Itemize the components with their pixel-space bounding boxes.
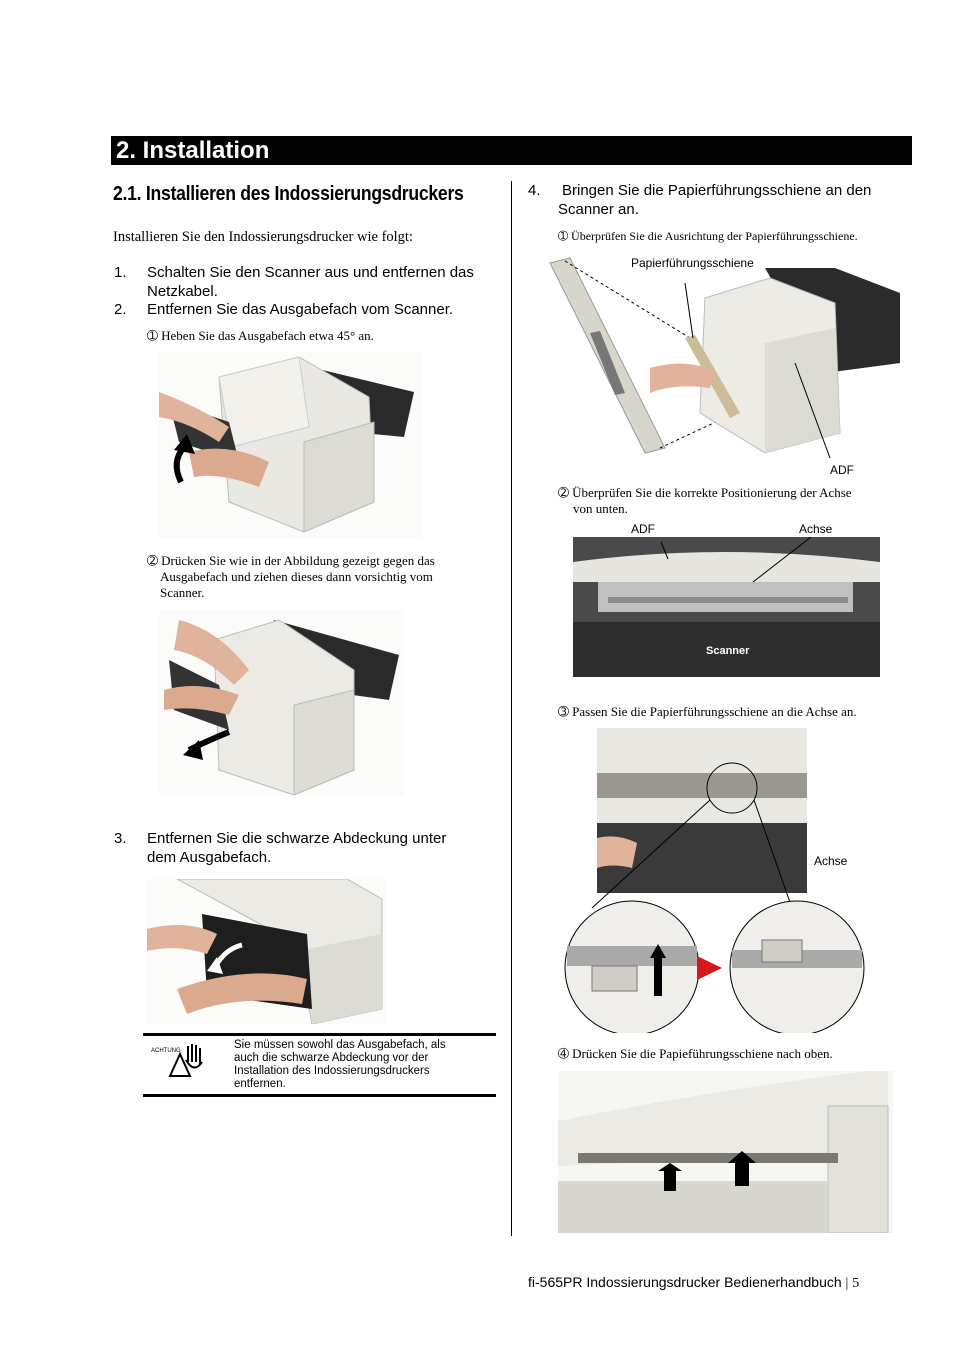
label-papierfuehrungsschiene: Papierführungsschiene <box>631 256 754 270</box>
note-line-2: auch die schwarze Abdeckung vor der <box>234 1052 429 1064</box>
label-adf-2: ADF <box>631 522 655 536</box>
step-1-number: 1. <box>114 264 127 281</box>
column-divider <box>511 181 512 1236</box>
caution-icon <box>150 1040 208 1078</box>
intro-text: Installieren Sie den Indossierungsdrucker wie folgt: <box>113 229 413 245</box>
step-3-text-line2: dem Ausgabefach. <box>147 849 272 866</box>
note-line-4: entfernen. <box>234 1078 286 1090</box>
page-number: 5 <box>852 1276 860 1291</box>
substep-4-4: ➃ Drücken Sie die Papieführungsschiene nach oben. <box>558 1046 833 1061</box>
note-line-3: Installation des Indossierungsdruckers <box>234 1065 430 1077</box>
note-line-1: Sie müssen sowohl das Ausgabefach, als <box>234 1039 446 1051</box>
note-text <box>234 1039 494 1091</box>
photo-fit-guide <box>562 728 867 1033</box>
step-2-number: 2. <box>114 301 127 318</box>
step-1-text-line2: Netzkabel. <box>147 283 218 300</box>
step-1-text-line1: Schalten Sie den Scanner aus und entfernen das <box>147 264 474 281</box>
note-rule-bottom <box>143 1094 496 1097</box>
photo-guide-orientation <box>545 253 900 458</box>
photo-push-guide-up <box>558 1071 893 1233</box>
photo-remove-cover <box>147 879 387 1024</box>
step-3-text-line1: Entfernen Sie die schwarze Abdeckung unter <box>147 830 447 847</box>
photo-remove-tray <box>159 610 404 795</box>
step-3-number: 3. <box>114 830 127 847</box>
substep-2-1: ➀ Heben Sie das Ausgabefach etwa 45° an. <box>147 328 374 343</box>
svg-text:ACHTUNG: ACHTUNG <box>151 1048 181 1054</box>
substep-2-2-line3: Scanner. <box>160 585 205 600</box>
photo-lift-tray <box>159 352 421 538</box>
substep-2-2-line2: Ausgabefach und ziehen dieses dann vorsichtig vom <box>160 569 433 584</box>
step-4-number: 4. <box>528 182 541 199</box>
substep-2-2-line1: ➁ Drücken Sie wie in der Abbildung gezeigt gegen das <box>147 553 435 568</box>
chapter-title: 2. Installation <box>116 137 270 164</box>
substep-4-2-line2: von unten. <box>573 501 628 516</box>
step-2-text: Entfernen Sie das Ausgabefach vom Scanner. <box>147 301 454 318</box>
step-4-text-line1: Bringen Sie die Papierführungsschiene an den <box>562 182 872 199</box>
label-achse-2: Achse <box>814 854 848 868</box>
substep-4-1: ➀ Überprüfen Sie die Ausrichtung der Papierführungsschiene. <box>558 229 858 243</box>
page-footer <box>528 1274 859 1292</box>
footer-title: fi-565PR Indossierungsdrucker Bedienerhandbuch <box>528 1274 842 1290</box>
substep-4-3: ➂ Passen Sie die Papierführungsschiene an die Achse an. <box>558 704 857 719</box>
step-4-text-line2: Scanner an. <box>558 201 639 218</box>
label-scanner: Scanner <box>706 645 750 657</box>
footer-separator: | <box>845 1276 849 1291</box>
chapter-heading-bar <box>111 136 912 165</box>
substep-4-2-line1: ➁ Überprüfen Sie die korrekte Positionierung der Achse <box>558 485 852 500</box>
label-adf-1: ADF <box>830 463 854 477</box>
label-achse-1: Achse <box>799 522 833 536</box>
note-rule-top <box>143 1033 496 1036</box>
section-title: 2.1. Installieren des Indossierungsdruckers <box>113 183 464 205</box>
